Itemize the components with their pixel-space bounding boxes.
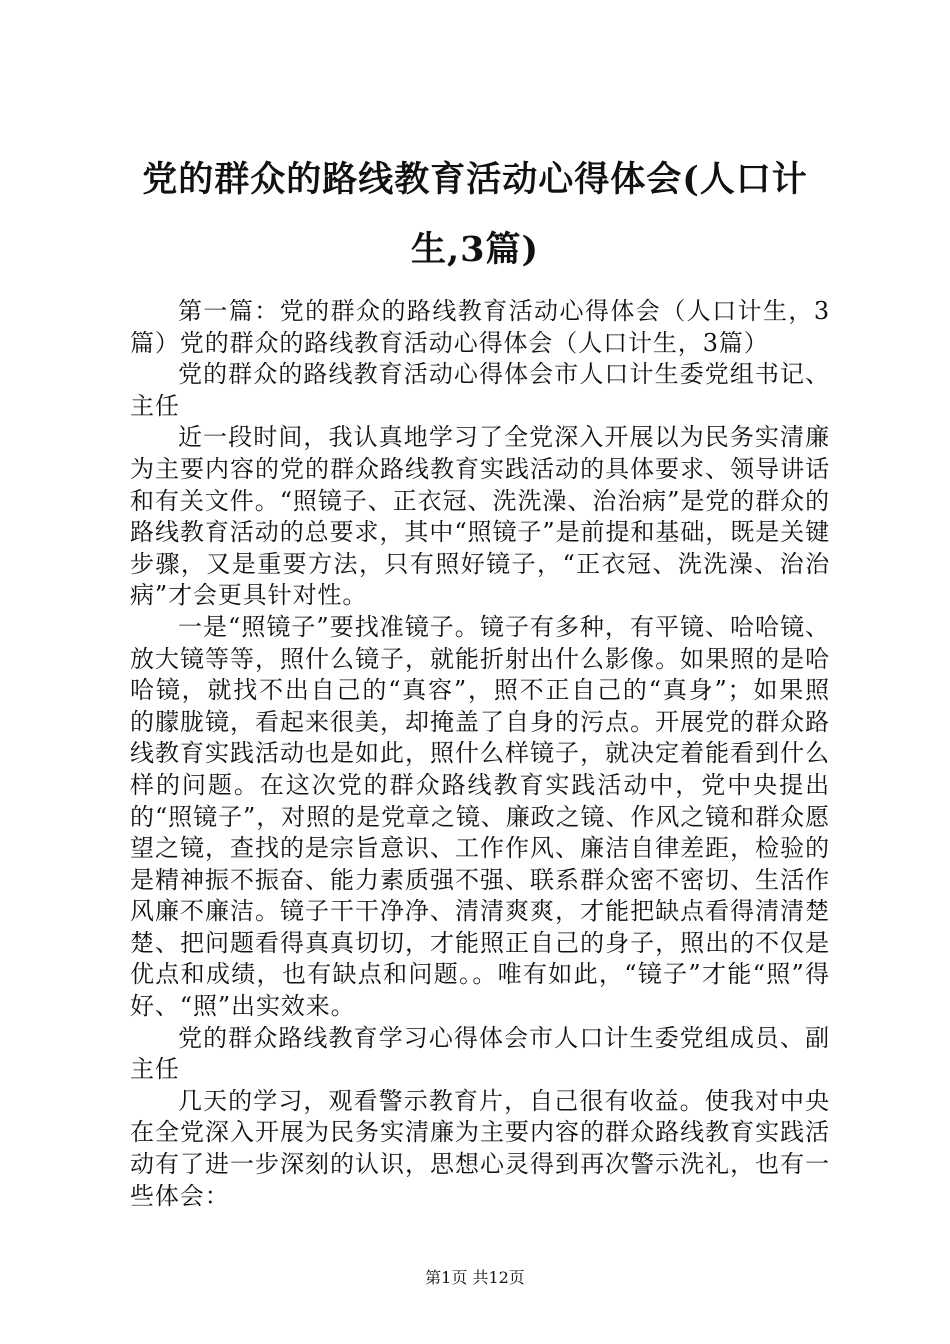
paragraph: 党的群众的路线教育活动心得体会市人口计生委党组书记、主任 bbox=[130, 360, 830, 420]
paragraph: 近一段时间，我认真地学习了全党深入开展以为民务实清廉为主要内容的党的群众路线教育实践活动的具体要求、领导讲话和有关文件。“照镜子、正衣冠、洗洗澡、治治病”是党的群众的路线教育活动的总要求，其中“照镜子”是前提和基础，既是关键步骤，又是重要方法，只有照好镜子，“正衣冠、洗洗澡、治治病”才会更具针对性。 bbox=[130, 423, 830, 610]
page-footer: 第1页 共12页 bbox=[425, 1268, 525, 1287]
paragraph: 一是“照镜子”要找准镜子。镜子有多种，有平镜、哈哈镜、放大镜等等，照什么镜子，就能折射出什么影像。如果照的是哈哈镜，就找不出自己的“真容”，照不正自己的“真身”；如果照的朦胧镜，看起来很美，却掩盖了自身的污点。开展党的群众路线教育实践活动也是如此，照什么样镜子，就决定着能看到什么样的问题。在这次党的群众路线教育实践活动中，党中央提出的“照镜子”，对照的是党章之镜、廉政之镜、作风之镜和群众愿望之镜，查找的是宗旨意识、工作作风、廉洁自律差距，检验的是精神振不振奋、能力素质强不强、联系群众密不密切、生活作风廉不廉洁。镜子干干净净、清清爽爽，才能把缺点看得清清楚楚、把问题看得真真切切，才能照正自己的身子，照出的不仅是优点和成绩，也有缺点和问题。。唯有如此，“镜子”才能“照”得好、“照”出实效来。 bbox=[130, 612, 830, 1021]
paragraph: 第一篇：党的群众的路线教育活动心得体会（人口计生，3篇）党的群众的路线教育活动心得体会（人口计生，3篇） bbox=[130, 297, 830, 357]
paragraph: 党的群众路线教育学习心得体会市人口计生委党组成员、副主任 bbox=[130, 1023, 830, 1084]
document-title-line-2: 生,3篇) bbox=[410, 229, 540, 270]
document-body bbox=[130, 296, 830, 1212]
paragraph: 几天的学习，观看警示教育片，自己很有收益。使我对中央在全党深入开展为民务实清廉为主要内容的群众路线教育实践活动有了进一步深刻的认识，思想心灵得到再次警示洗礼，也有一些体会： bbox=[130, 1086, 830, 1210]
document-title bbox=[0, 160, 950, 270]
document-title-line-1: 党的群众的路线教育活动心得体会(人口计 bbox=[142, 159, 808, 200]
